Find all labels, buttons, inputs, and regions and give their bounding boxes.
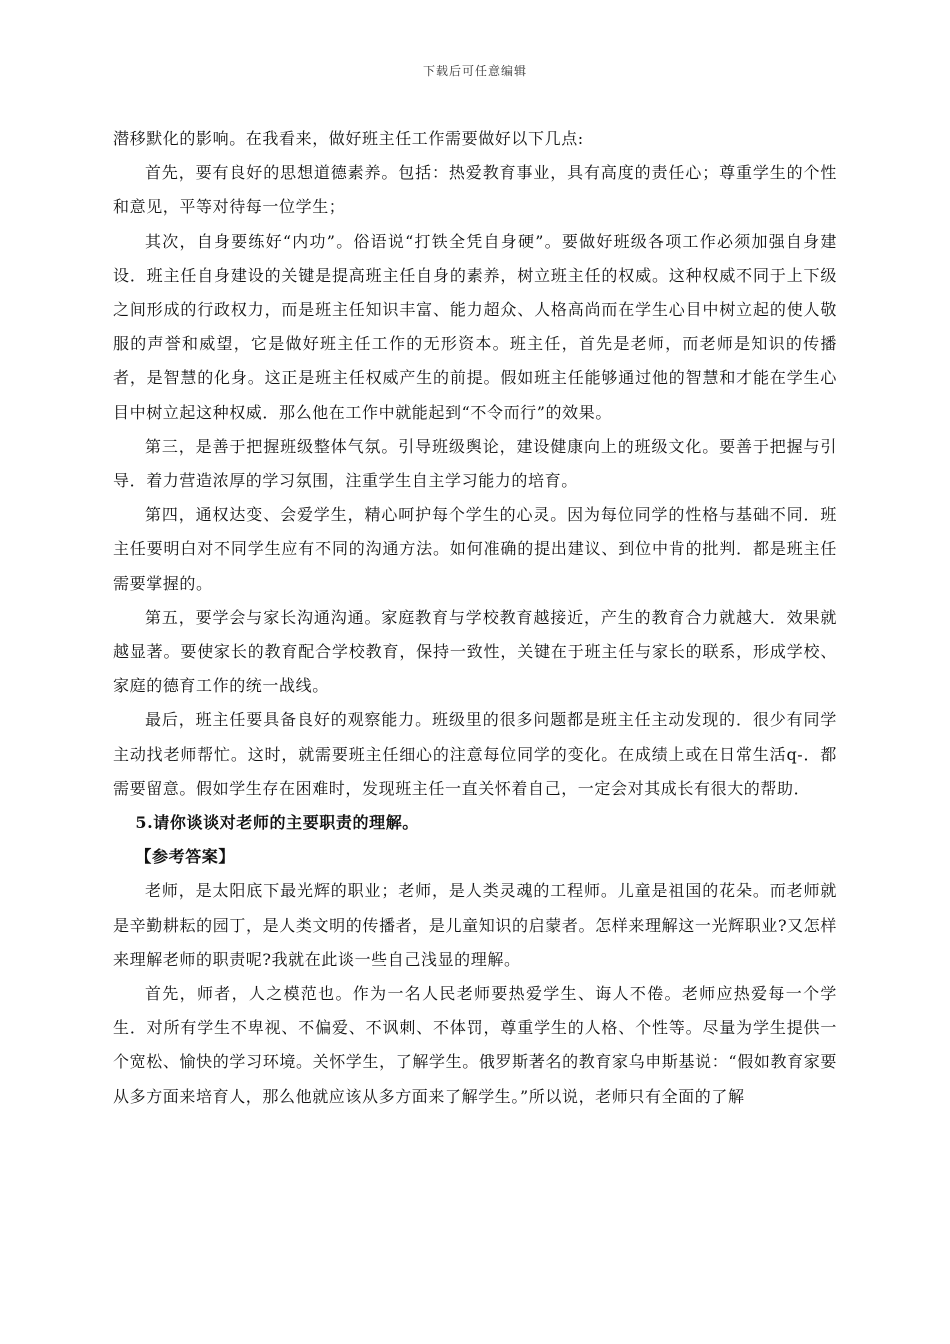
- paragraph-third-point: 第三，是善于把握班级整体气氛。引导班级舆论，建设健康向上的班级文化。要善于把握与引导．着力营造浓厚的学习氛围，注重学生自主学习能力的培育。: [113, 436, 837, 491]
- paragraph-continuation: 潜移默化的影响。在我看来，做好班主任工作需要做好以下几点:: [113, 129, 584, 148]
- question-heading: 5.请你谈谈对老师的主要职责的理解。: [135, 813, 419, 833]
- paragraph-first-point: 首先，要有良好的思想道德素养。包括：热爱教育事业，具有高度的责任心；尊重学生的个性和意见，平等对待每一位学生；: [113, 163, 837, 217]
- page-header-note: 下载后可任意编辑: [422, 64, 527, 78]
- answer-label: 【参考答案】: [135, 847, 235, 867]
- paragraph-fourth-point: 第四，通权达变、会爱学生，精心呵护每个学生的心灵。因为每位同学的性格与基础不同．班主任要明白对不同学生应有不同的沟通方法。如何准确的提出建议、到位中肯的批判．都是班主任需要掌握的。: [113, 505, 837, 593]
- answer-paragraph-first: 首先，师者，人之模范也。作为一名人民老师要热爱学生、诲人不倦。老师应热爱每一个学生．对所有学生不卑视、不偏爱、不讽刺、不体罚，尊重学生的人格、个性等。尽量为学生提供一个宽松、愉快的学习环境。关怀学生，了解学生。俄罗斯著名的教育家乌申斯基说：“假如教育家要从多方面来培育人，那么他就应该从多方面来了解学生。”所以说，老师只有全面的了解: [113, 984, 837, 1106]
- paragraph-fifth-point: 第五，要学会与家长沟通沟通。家庭教育与学校教育越接近，产生的教育合力就越大．效果就越显著。要使家长的教育配合学校教育，保持一致性，关键在于班主任与家长的联系，形成学校、家庭的德育工作的统一战线。: [113, 607, 837, 696]
- paragraph-second-point: 其次，自身要练好“内功”。俗语说“打铁全凭自身硬”。要做好班级各项工作必须加强自身建设．班主任自身建设的关键是提高班主任自身的素养，树立班主任的权威。这种权威不同于上下级之间形成的行政权力，而是班主任知识丰富、能力超众、人格高尚而在学生心目中树立起的使人敬服的声誉和威望，它是做好班主任工作的无形资本。班主任，首先是老师，而老师是知识的传播者，是智慧的化身。这正是班主任权威产生的前提。假如班主任能够通过他的智慧和才能在学生心目中树立起这种权威．那么他在工作中就能起到“不令而行”的效果。: [113, 231, 837, 422]
- paragraph-last-point: 最后，班主任要具备良好的观察能力。班级里的很多问题都是班主任主动发现的．很少有同学主动找老师帮忙。这时，就需要班主任细心的注意每位同学的变化。在成绩上或在日常生活q-．都需要留意。假如学生存在困难时，发现班主任一直关怀着自己，一定会对其成长有很大的帮助．: [113, 710, 837, 798]
- answer-paragraph-intro: 老师，是太阳底下最光辉的职业；老师，是人类灵魂的工程师。儿童是祖国的花朵。而老师就是辛勤耕耘的园丁，是人类文明的传播者，是儿童知识的启蒙者。怎样来理解这一光辉职业?又怎样来理解老师的职责呢?我就在此谈一些自己浅显的理解。: [113, 881, 837, 969]
- document-body: [113, 122, 837, 1114]
